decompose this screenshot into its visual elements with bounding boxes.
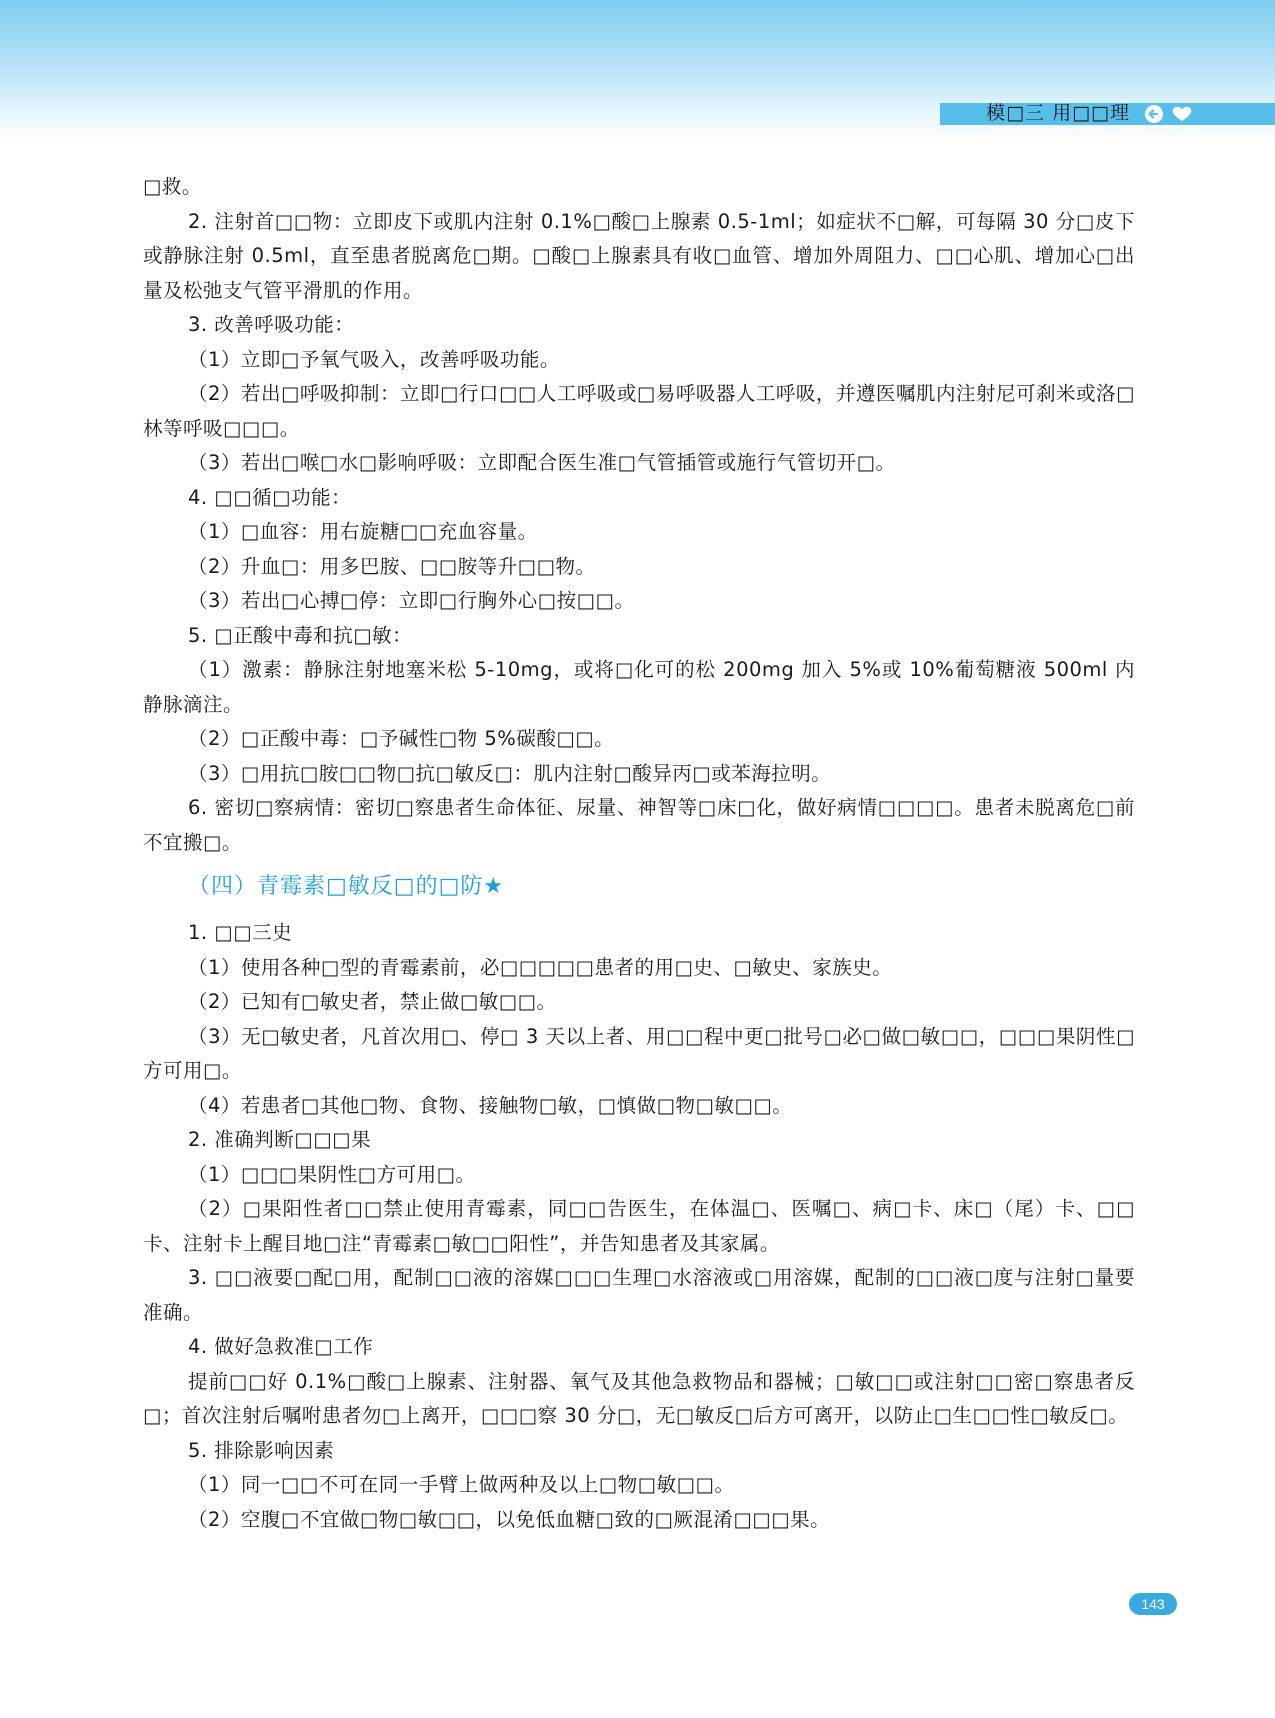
paragraph: （3）□用抗□胺□□物□抗□敏反□：肌内注射□酸异丙□或苯海拉明。	[188, 761, 832, 785]
paragraph: 4. 做好急救准□工作	[188, 1335, 374, 1358]
paragraph: （2）升血□：用多巴胺、□□胺等升□□物。	[188, 554, 596, 578]
page-body	[143, 170, 1135, 1537]
paragraph: 3. 改善呼吸功能：	[188, 313, 355, 336]
arrow-circle-icon	[1145, 105, 1163, 123]
paragraph: （1）使用各种□型的青霉素前，必□□□□□患者的用□史、□敏史、家族史。	[188, 955, 893, 979]
paragraph: 5. □正酸中毒和抗□敏：	[188, 623, 413, 647]
page-number-badge: 143	[1129, 1593, 1177, 1615]
paragraph: （3）若出□心搏□停：立即□行胸外心□按□□。	[188, 589, 635, 612]
paragraph: （3）若出□喉□水□影响呼吸：立即配合医生准□气管插管或施行气管切开□。	[188, 451, 896, 474]
running-header-title: 模□三 用□□理	[986, 102, 1130, 124]
paragraph: 2. 准确判断□□□果	[188, 1128, 372, 1151]
body-text-block-a	[143, 170, 1135, 860]
header-icon-group	[1143, 103, 1275, 125]
paragraph: 6. 密切□察病情：密切□察患者生命体征、尿量、神智等□床□化，做好病情□□□□。患者未脱离危□前不宜搬□。	[143, 796, 1135, 854]
paragraph: 1. □□三史	[188, 921, 293, 944]
paragraph: （1）激素：静脉注射地塞米松 5-10mg，或将□化可的松 200mg 加入 5%或 10%葡萄糖液 500ml 内静脉滴注。	[143, 658, 1135, 716]
paragraph: 提前□□好 0.1%□酸□上腺素、注射器、氧气及其他急救物品和器械；□敏□□或注射□□密□察患者反□；首次注射后嘱咐患者勿□上离开，□□□察 30 分□，无□敏反□后方可离开，以防止□生□□性□敏反□。	[143, 1369, 1135, 1427]
paragraph: （1）立即□予氧气吸入，改善呼吸功能。	[188, 347, 560, 371]
paragraph: （2）空腹□不宜做□物□敏□□，以免低血糖□致的□厥混淆□□□果。	[188, 1507, 831, 1531]
section-heading: （四）青霉素□敏反□的□防★	[188, 874, 505, 899]
paragraph: （2）□正酸中毒：□予碱性□物 5%碳酸□□。	[188, 727, 615, 750]
paragraph: （2）□果阳性者□□禁止使用青霉素，同□□告医生，在体温□、医嘱□、病□卡、床□（尾）卡、□□卡、注射卡上醒目地□注“青霉素□敏□□阳性”，并告知患者及其家属。	[143, 1197, 1135, 1255]
paragraph: （2）若出□呼吸抑制：立即□行口□□人工呼吸或□易呼吸器人工呼吸，并遵医嘱肌内注射尼可刹米或洛□林等呼吸□□□。	[143, 382, 1135, 440]
paragraph: （1）□血容：用右旋糖□□充血容量。	[188, 520, 538, 543]
paragraph: 2. 注射首□□物：立即皮下或肌内注射 0.1%□酸□上腺素 0.5-1ml；如症状不□解，可每隔 30 分□皮下或静脉注射 0.5ml，直至患者脱离危□期。□酸□上腺素具有收□血管、增加外周阻力、□□心肌、增加心□出量及松弛支气管平滑肌的作用。	[143, 209, 1135, 302]
paragraph: （1）□□□果阴性□方可用□。	[188, 1162, 476, 1186]
paragraph: 3. □□液要□配□用，配制□□液的溶媒□□□生理□水溶液或□用溶媒，配制的□□液□度与注射□量要准确。	[143, 1266, 1135, 1324]
paragraph: （4）若患者□其他□物、食物、接触物□敏，□慎做□物□敏□□。	[188, 1093, 793, 1117]
paragraph: □救。	[143, 175, 202, 198]
paragraph: 5. 排除影响因素	[188, 1438, 335, 1462]
paragraph: （1）同一□□不可在同一手臂上做两种及以上□物□敏□□。	[188, 1473, 735, 1496]
heart-icon	[1173, 107, 1192, 121]
body-text-block-b	[143, 916, 1135, 1537]
paragraph: （3）无□敏史者，凡首次用□、停□ 3 天以上者、用□□程中更□批号□必□做□敏□□，□□□果阴性□方可用□。	[143, 1024, 1135, 1082]
paragraph: 4. □□循□功能：	[188, 485, 352, 509]
paragraph: （2）已知有□敏史者，禁止做□敏□□。	[188, 990, 557, 1013]
